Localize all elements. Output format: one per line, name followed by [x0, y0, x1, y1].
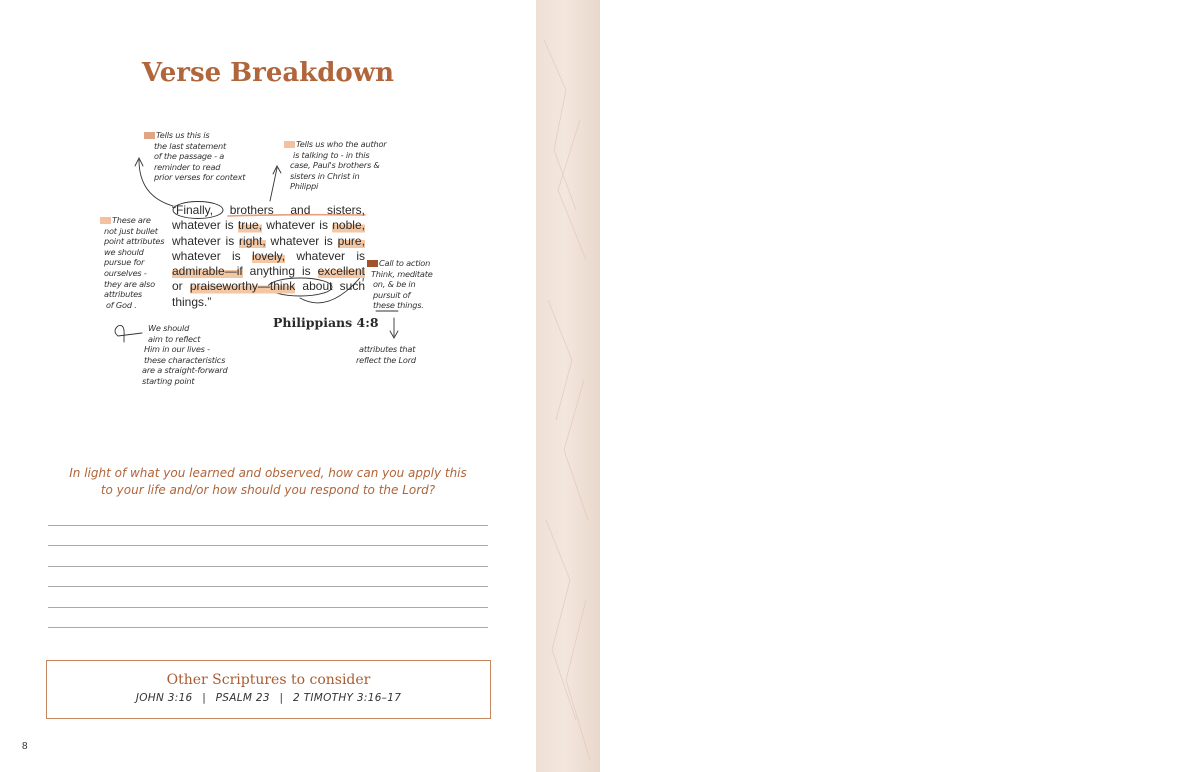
note-call-to-action: Call to action Think, meditate on, & be in pursuit of these things.: [367, 258, 433, 311]
writing-line[interactable]: [48, 586, 488, 606]
highlight-excellent: excellent: [317, 264, 365, 279]
verse-line: whatever is lovely, whatever is: [172, 248, 365, 263]
arrow-author: [270, 168, 277, 201]
note-last-statement: Tells us this is the last statement of the passage - a reminder to read prior verses for context: [144, 130, 245, 183]
separator: |: [202, 692, 207, 704]
book-spine: [536, 0, 600, 772]
scripture-ref: JOHN 3:16: [135, 692, 193, 704]
verse-line: or praiseworthy—think about such: [172, 279, 365, 294]
highlight-pure: pure,: [337, 233, 365, 248]
writing-line[interactable]: [48, 566, 488, 586]
left-page: [0, 0, 536, 772]
spine-texture: [536, 0, 600, 772]
highlight-true: true,: [237, 218, 262, 233]
note-reflect-lord: attributes that reflect the Lord: [356, 344, 416, 365]
reflection-prompt: In light of what you learned and observed, how can you apply this to your life and/or how should you respond to the Lord?: [69, 466, 467, 497]
highlight-noble: noble,: [332, 218, 365, 233]
highlight-marker: [367, 260, 378, 267]
verse-line: whatever is true, whatever is noble,: [172, 218, 365, 233]
writing-line[interactable]: [48, 607, 488, 627]
writing-lines[interactable]: [48, 525, 488, 647]
highlight-marker: [284, 141, 295, 148]
highlight-marker: [100, 217, 111, 224]
scripture-ref: PSALM 23: [215, 692, 270, 704]
verse-text: [172, 203, 365, 310]
arrow-reflect: [115, 325, 142, 342]
scripture-ref: 2 TIMOTHY 3:16–17: [292, 692, 402, 704]
writing-line[interactable]: [48, 525, 488, 545]
other-scriptures-box: [46, 660, 491, 719]
verse-line: admirable—if anything is excellent: [172, 264, 365, 279]
highlight-right: right,: [239, 233, 266, 248]
note-attributes: These are not just bullet point attributes we should pursue for ourselves - they are also attributes of God .: [100, 215, 164, 310]
verse-line: whatever is right, whatever is pure,: [172, 233, 365, 248]
right-page: [600, 0, 1200, 772]
verse-line: things.”: [172, 294, 212, 309]
highlight-lovely: lovely,: [251, 248, 286, 263]
note-author-audience: Tells us who the author is talking to - in this case, Paul's brothers & sisters in Christ in Philippi: [284, 139, 386, 192]
highlight-marker: [144, 132, 155, 139]
verse-line: “Finally, brothers and sisters,: [172, 203, 365, 217]
highlight-admirable: admirable—if: [172, 264, 243, 279]
scripture-references: [47, 692, 490, 704]
page-number: 8: [22, 741, 28, 752]
separator: |: [279, 692, 284, 704]
note-reflect: We should aim to reflect Him in our lives - these characteristics are a straight-forward starting point: [142, 323, 228, 386]
page-title: Verse Breakdown: [141, 58, 395, 88]
writing-line[interactable]: [48, 627, 488, 647]
verse-reference: Philippians 4:8: [273, 315, 379, 330]
highlight-praiseworthy: praiseworthy—think: [189, 279, 296, 294]
other-scriptures-title: Other Scriptures to consider: [166, 672, 371, 688]
writing-line[interactable]: [48, 545, 488, 565]
